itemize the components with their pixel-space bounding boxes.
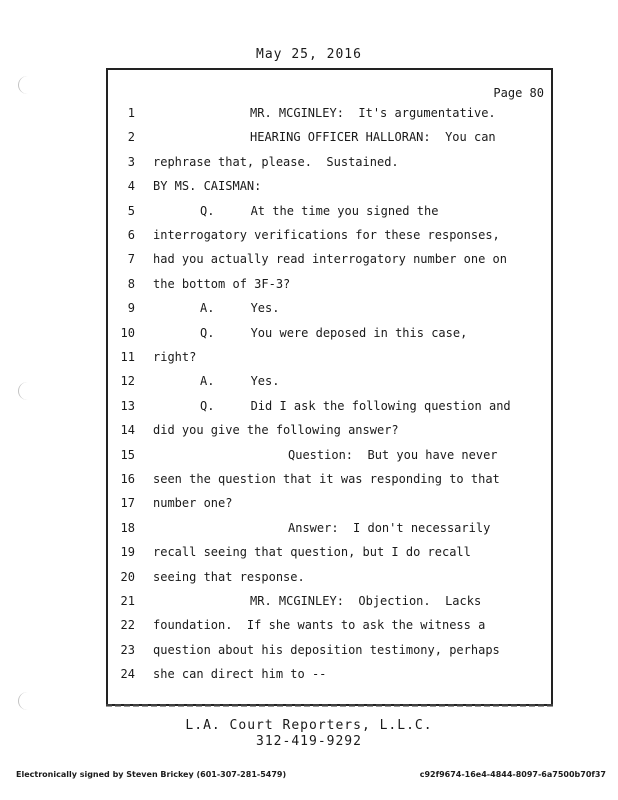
line-number: 18 [120, 520, 135, 535]
line-text: the bottom of 3F-3? [153, 276, 291, 291]
line-text: HEARING OFFICER HALLORAN: You can [250, 130, 496, 145]
transcript-line [0, 641, 618, 659]
transcript-line [0, 275, 618, 293]
line-text: question about his deposition testimony, perhaps [153, 642, 500, 657]
line-number: 16 [120, 472, 135, 486]
line-number: 12 [120, 374, 135, 389]
transcript-line [0, 494, 618, 512]
line-text: rephrase that, please. Sustained. [153, 154, 399, 169]
frame-bottom-shadow [106, 704, 553, 707]
hole-punch-bottom [18, 692, 37, 710]
transcript-line [0, 592, 618, 610]
line-number: 7 [127, 252, 135, 267]
line-number: 14 [120, 423, 135, 438]
transcript-date: May 25, 2016 [256, 47, 362, 62]
transcript-line [0, 397, 618, 415]
line-number: 5 [127, 203, 135, 218]
transcript-line [0, 446, 618, 464]
line-number: 20 [120, 569, 135, 584]
line-text: A. Yes. [200, 301, 280, 316]
line-number: 19 [120, 545, 135, 560]
transcript-line [0, 128, 618, 146]
line-text: MR. MCGINLEY: It's argumentative. [250, 106, 496, 120]
transcript-line [0, 470, 618, 488]
transcript-line [0, 153, 618, 171]
line-text: recall seeing that question, but I do recall [153, 545, 471, 560]
line-text: MR. MCGINLEY: Objection. Lacks [250, 594, 482, 608]
line-text: Answer: I don't necessarily [288, 520, 491, 535]
line-text: foundation. If she wants to ask the witness a [153, 618, 486, 633]
line-number: 15 [120, 447, 135, 462]
line-number: 3 [127, 154, 135, 169]
transcript-line [0, 616, 618, 634]
transcript-line [0, 104, 618, 122]
line-text: Q. You were deposed in this case, [200, 325, 468, 340]
line-number: 13 [120, 398, 135, 413]
line-text: BY MS. CAISMAN: [153, 179, 262, 194]
line-number: 2 [127, 130, 135, 145]
transcript-line [0, 568, 618, 586]
document-id: c92f9674-16e4-4844-8097-6a7500b70f37 [419, 770, 606, 779]
court-reporter-firm: L.A. Court Reporters, L.L.C. [185, 718, 433, 733]
transcript-line [0, 421, 618, 439]
line-number: 23 [120, 642, 135, 657]
line-text: seen the question that it was responding to that [153, 472, 500, 486]
line-number: 21 [120, 594, 135, 608]
line-text: did you give the following answer? [153, 423, 399, 438]
line-number: 11 [120, 350, 135, 364]
transcript-line [0, 543, 618, 561]
transcript-line [0, 519, 618, 537]
line-number: 1 [127, 106, 135, 120]
line-number: 17 [120, 496, 135, 511]
line-number: 4 [127, 179, 135, 194]
line-number: 6 [127, 228, 135, 242]
line-number: 22 [120, 618, 135, 633]
line-text: had you actually read interrogatory number one on [153, 252, 508, 267]
transcript-line [0, 372, 618, 390]
line-text: Q. At the time you signed the [200, 203, 439, 218]
transcript-line [0, 202, 618, 220]
transcript-line [0, 177, 618, 195]
page-number: Page 80 [493, 86, 544, 100]
hole-punch-top [18, 76, 37, 94]
court-reporter-phone: 312-419-9292 [256, 734, 362, 749]
line-number: 9 [127, 301, 135, 316]
line-number: 8 [127, 276, 135, 291]
electronic-signature-note: Electronically signed by Steven Brickey (601-307-281-5479) [16, 770, 287, 779]
line-text: number one? [153, 496, 233, 511]
line-number: 10 [120, 325, 135, 340]
transcript-line [0, 348, 618, 366]
line-text: Question: But you have never [288, 447, 498, 462]
line-text: A. Yes. [200, 374, 280, 389]
line-text: right? [153, 350, 197, 364]
line-text: she can direct him to -- [153, 667, 327, 682]
line-text: seeing that response. [153, 569, 305, 584]
line-number: 24 [120, 667, 135, 682]
transcript-line [0, 665, 618, 683]
transcript-line [0, 226, 618, 244]
line-text: Q. Did I ask the following question and [200, 398, 511, 413]
transcript-line [0, 250, 618, 268]
line-text: interrogatory verifications for these responses, [153, 228, 500, 242]
transcript-line [0, 299, 618, 317]
transcript-line [0, 324, 618, 342]
